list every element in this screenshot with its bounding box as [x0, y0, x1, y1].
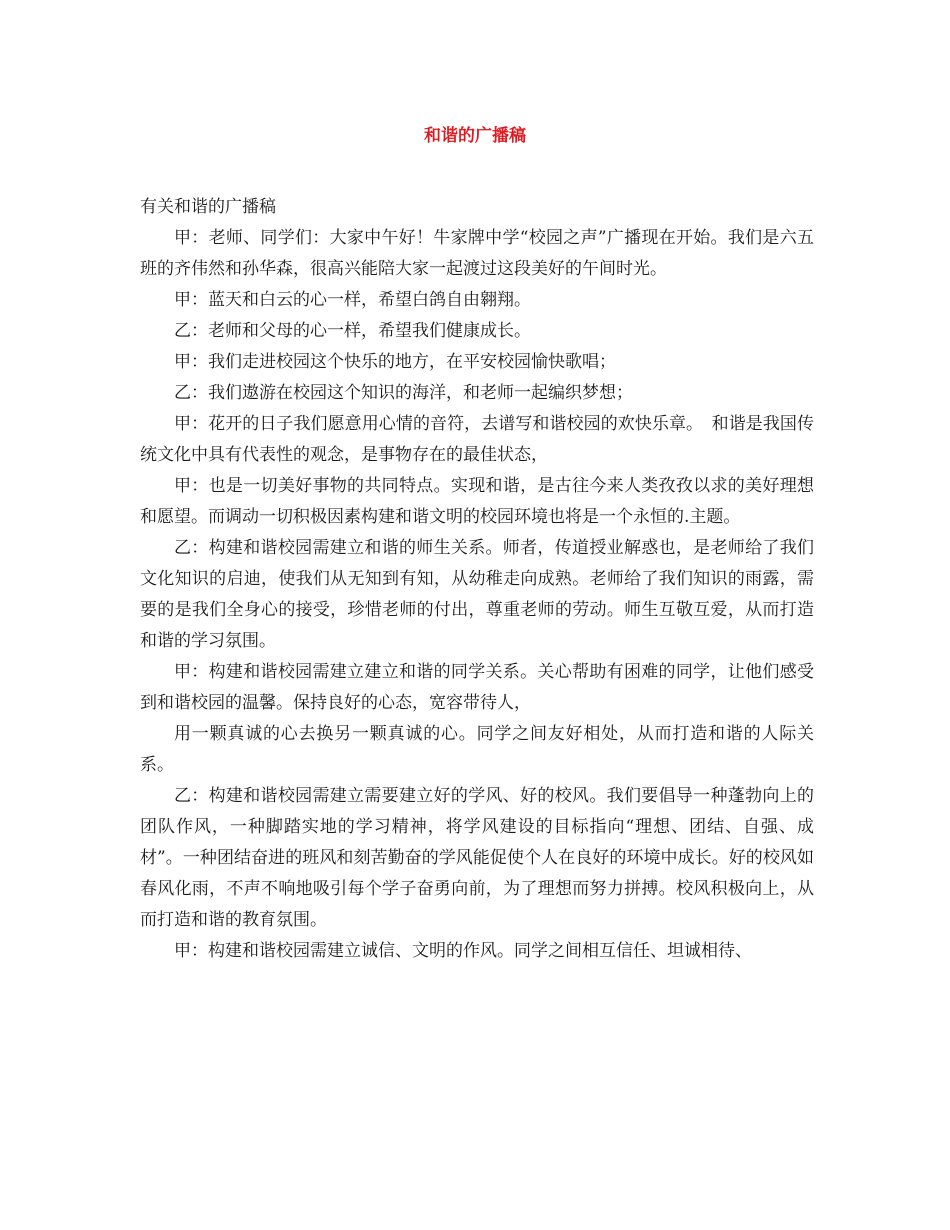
paragraph: 甲：我们走进校园这个快乐的地方，在平安校园愉快歌唱；: [174, 352, 616, 372]
paragraph: 甲：蓝天和白云的心一样，希望白鸽自由翱翔。: [174, 290, 531, 310]
paragraph: 用一颗真诚的心去换另一颗真诚的心。同学之间友好相处，从而打造和谐的人际关系。: [140, 724, 814, 775]
paragraph: 乙：老师和父母的心一样，希望我们健康成长。: [174, 321, 531, 341]
paragraph: 乙：我们遨游在校园这个知识的海洋，和老师一起编织梦想；: [174, 383, 633, 403]
paragraph: 乙：构建和谐校园需建立和谐的师生关系。师者，传道授业解惑也，是老师给了我们文化知识的启迪，使我们从无知到有知，从幼稚走向成熟。老师给了我们知识的雨露，需要的是我们全身心的接受，珍惜老师的付出，尊重老师的劳动。师生互敬互爱，从而打造和谐的学习氛围。: [140, 538, 814, 651]
paragraph: 甲：也是一切美好事物的共同特点。实现和谐，是古往今来人类孜孜以求的美好理想和愿望。而调动一切积极因素构建和谐文明的校园环境也将是一个永恒的.主题。: [140, 476, 814, 527]
paragraph: 甲：构建和谐校园需建立诚信、文明的作风。同学之间相互信任、坦诚相待、: [174, 941, 752, 961]
paragraph: 乙：构建和谐校园需建立需要建立好的学风、好的校风。我们要倡导一种蓬勃向上的团队作风，一种脚踏实地的学习精神，将学风建设的目标指向“理想、团结、自强、成材”。一种团结奋进的班风和刻苦勤奋的学风能促使个人在良好的环境中成长。好的校风如春风化雨，不声不响地吸引每个学子奋勇向前，为了理想而努力拼搏。校风积极向上，从而打造和谐的教育氛围。: [140, 786, 814, 930]
paragraph: 甲：构建和谐校园需建立建立和谐的同学关系。关心帮助有困难的同学，让他们感受到和谐校园的温馨。保持良好的心态，宽容带待人，: [140, 662, 814, 713]
document-body: [140, 192, 814, 967]
paragraph: 甲：老师、同学们：大家中午好！牛家牌中学“校园之声”广播现在开始。我们是六五班的齐伟然和孙华森，很高兴能陪大家一起渡过这段美好的午间时光。: [140, 228, 814, 279]
page-title: 和谐的广播稿: [424, 126, 526, 146]
document-subtitle: 有关和谐的广播稿: [140, 197, 276, 217]
paragraph: 甲：花开的日子我们愿意用心情的音符，去谱写和谐校园的欢快乐章。 和谐是我国传统文化中具有代表性的观念，是事物存在的最佳状态，: [140, 414, 814, 465]
